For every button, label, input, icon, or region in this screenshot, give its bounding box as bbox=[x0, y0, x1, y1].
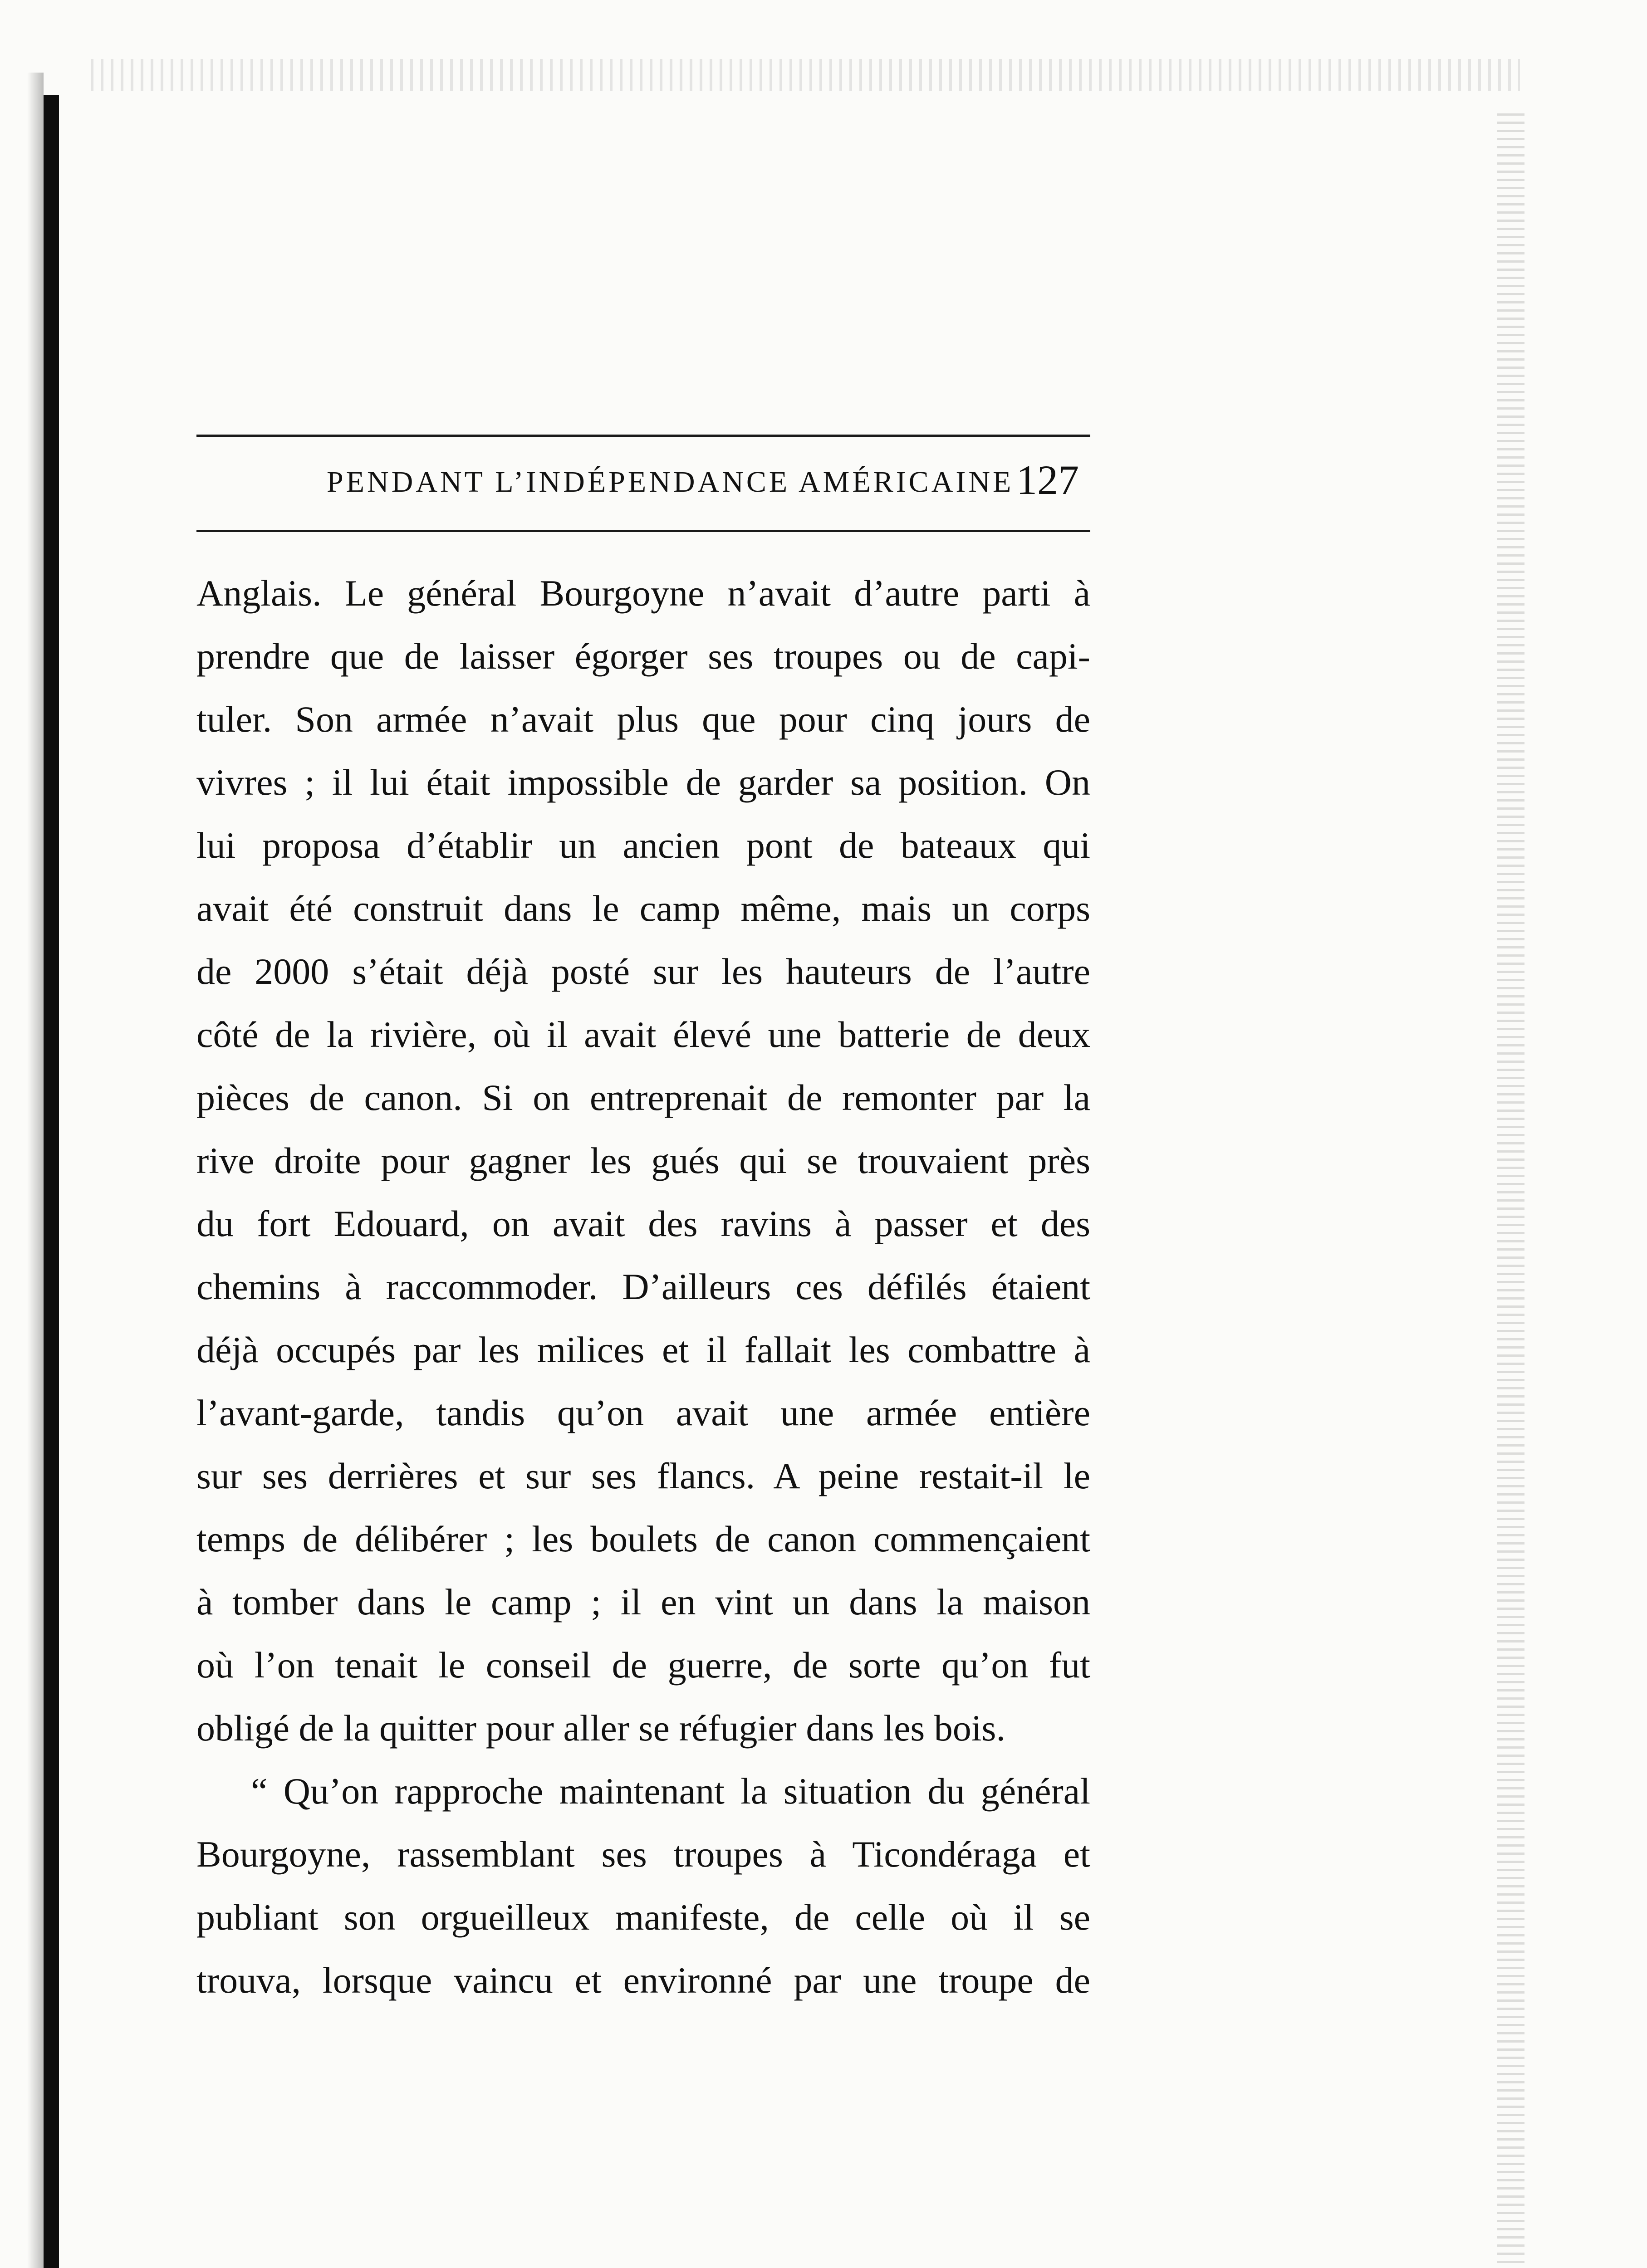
page-body-text bbox=[196, 562, 1090, 2012]
scan-right-edge-noise bbox=[1497, 113, 1524, 2268]
text-line: déjà occupés par les milices et il fallait les combattre à bbox=[196, 1329, 1090, 1370]
text-line: prendre que de laisser égorger ses troupes ou de capi- bbox=[196, 635, 1090, 677]
scan-binding-edge bbox=[44, 95, 59, 2268]
header-rule-bottom bbox=[196, 530, 1090, 532]
text-line: rive droite pour gagner les gués qui se trouvaient près bbox=[196, 1140, 1090, 1181]
text-line: lui proposa d’établir un ancien pont de bateaux qui bbox=[196, 825, 1090, 866]
text-line: chemins à raccommoder. D’ailleurs ces défilés étaient bbox=[196, 1266, 1090, 1307]
text-line: côté de la rivière, où il avait élevé une batterie de deux bbox=[196, 1014, 1090, 1055]
scan-binding-shadow bbox=[27, 73, 44, 2268]
text-line: de 2000 s’était déjà posté sur les hauteurs de l’autre bbox=[196, 951, 1090, 992]
paragraph-2 bbox=[196, 1760, 1090, 2012]
text-line: Bourgoyne, rassemblant ses troupes à Ticondéraga et bbox=[196, 1833, 1090, 1875]
text-line: temps de délibérer ; les boulets de canon commençaient bbox=[196, 1518, 1090, 1559]
text-line: pièces de canon. Si on entreprenait de remonter par la bbox=[196, 1077, 1090, 1118]
text-line: publiant son orgueilleux manifeste, de celle où il se bbox=[196, 1897, 1090, 1938]
text-line: Anglais. Le général Bourgoyne n’avait d’autre parti à bbox=[196, 572, 1090, 614]
text-line: à tomber dans le camp ; il en vint un dans la maison bbox=[196, 1581, 1090, 1623]
scan-top-noise bbox=[91, 59, 1520, 91]
text-line: trouva, lorsque vaincu et environné par une troupe de bbox=[196, 1960, 1090, 2001]
text-line: obligé de la quitter pour aller se réfugier dans les bois. bbox=[196, 1707, 1005, 1749]
text-line: sur ses derrières et sur ses flancs. A peine restait-il le bbox=[196, 1455, 1090, 1496]
text-line: du fort Edouard, on avait des ravins à passer et des bbox=[196, 1203, 1090, 1244]
text-line: où l’on tenait le conseil de guerre, de sorte qu’on fut bbox=[196, 1644, 1090, 1686]
text-line: avait été construit dans le camp même, mais un corps bbox=[196, 888, 1090, 929]
header-rule-top bbox=[196, 435, 1090, 437]
running-header-title: PENDANT L’INDÉPENDANCE AMÉRICAINE bbox=[327, 465, 1014, 499]
page-number: 127 bbox=[1016, 457, 1079, 503]
text-line: “ Qu’on rapproche maintenant la situation du général bbox=[251, 1770, 1090, 1812]
text-line: tuler. Son armée n’avait plus que pour cinq jours de bbox=[196, 699, 1090, 740]
paragraph-1 bbox=[196, 562, 1090, 1760]
text-line: vivres ; il lui était impossible de garder sa position. On bbox=[196, 762, 1090, 803]
text-line: l’avant-garde, tandis qu’on avait une armée entière bbox=[196, 1392, 1090, 1433]
